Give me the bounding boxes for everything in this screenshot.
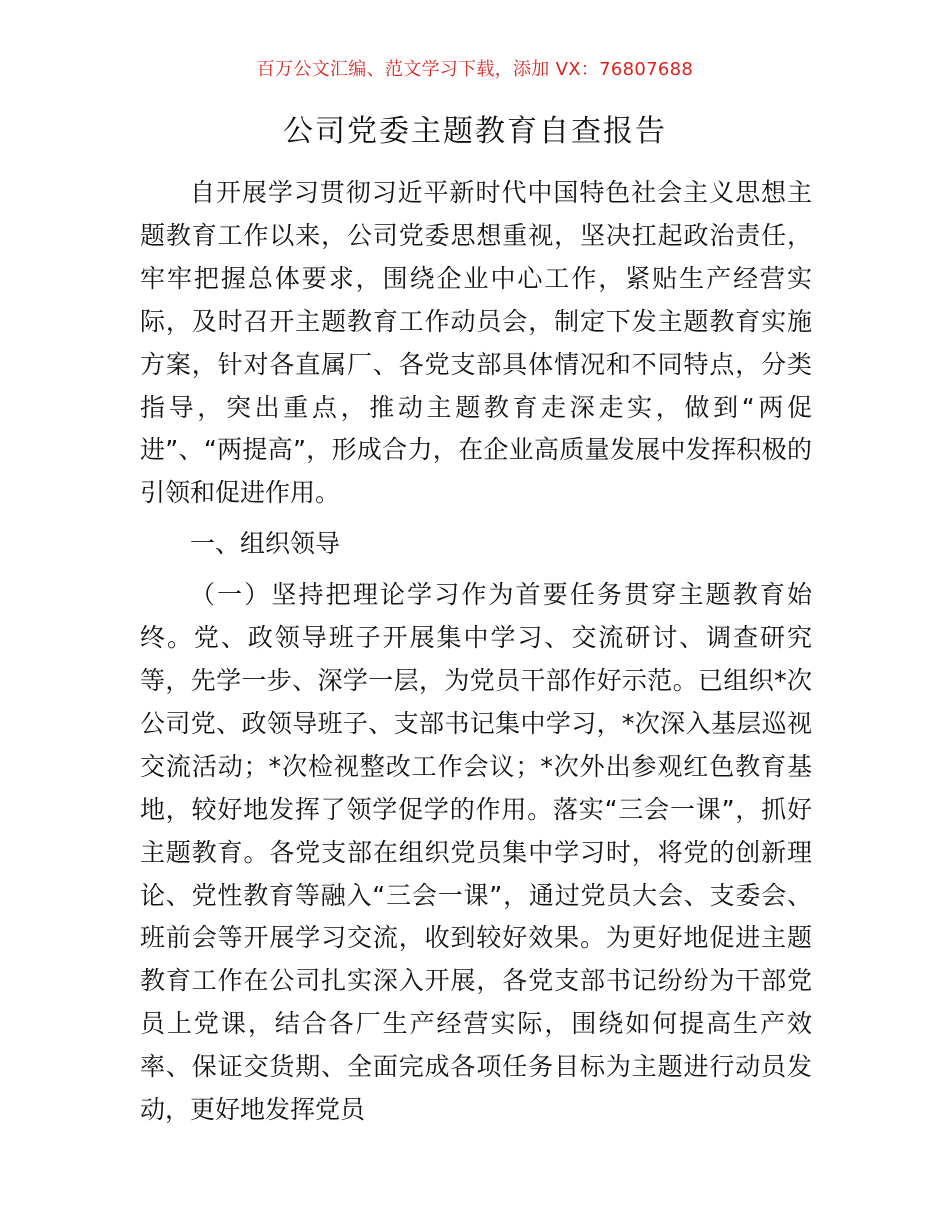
- document-title: 公司党委主题教育自查报告: [283, 114, 667, 149]
- watermark-banner: 百万公文汇编、范文学习下载，添加 VX：76807688: [256, 59, 694, 80]
- document-body: [140, 172, 812, 1132]
- intro-paragraph: 自开展学习贯彻习近平新时代中国特色社会主义思想主题教育工作以来，公司党委思想重视，坚决扛起政治责任，牢牢把握总体要求，围绕企业中心工作，紧贴生产经营实际，及时召开主题教育工作动员会，制定下发主题教育实施方案，针对各直属厂、各党支部具体情况和不同特点，分类指导，突出重点，推动主题教育走深走实，做到“两促进”、“两提高”，形成合力，在企业高质量发展中发挥积极的引领和促进作用。: [140, 178, 812, 508]
- subsection-paragraph: （一）坚持把理论学习作为首要任务贯穿主题教育始终。党、政领导班子开展集中学习、交流研讨、调查研究等，先学一步、深学一层，为党员干部作好示范。已组织*次公司党、政领导班子、支部书记集中学习，*次深入基层巡视交流活动；*次检视整改工作会议；*次外出参观红色教育基地，较好地发挥了领学促学的作用。落实“三会一课”，抓好主题教育。各党支部在组织党员集中学习时，将党的创新理论、党性教育等融入“三会一课”，通过党员大会、支委会、班前会等开展学习交流，收到较好效果。为更好地促进主题教育工作在公司扎实深入开展，各党支部书记纷纷为干部党员上党课，结合各厂生产经营实际，围绕如何提高生产效率、保证交货期、全面完成各项任务目标为主题进行动员发动，更好地发挥党员: [140, 580, 812, 1125]
- section-heading: 一、组织领导: [190, 529, 341, 559]
